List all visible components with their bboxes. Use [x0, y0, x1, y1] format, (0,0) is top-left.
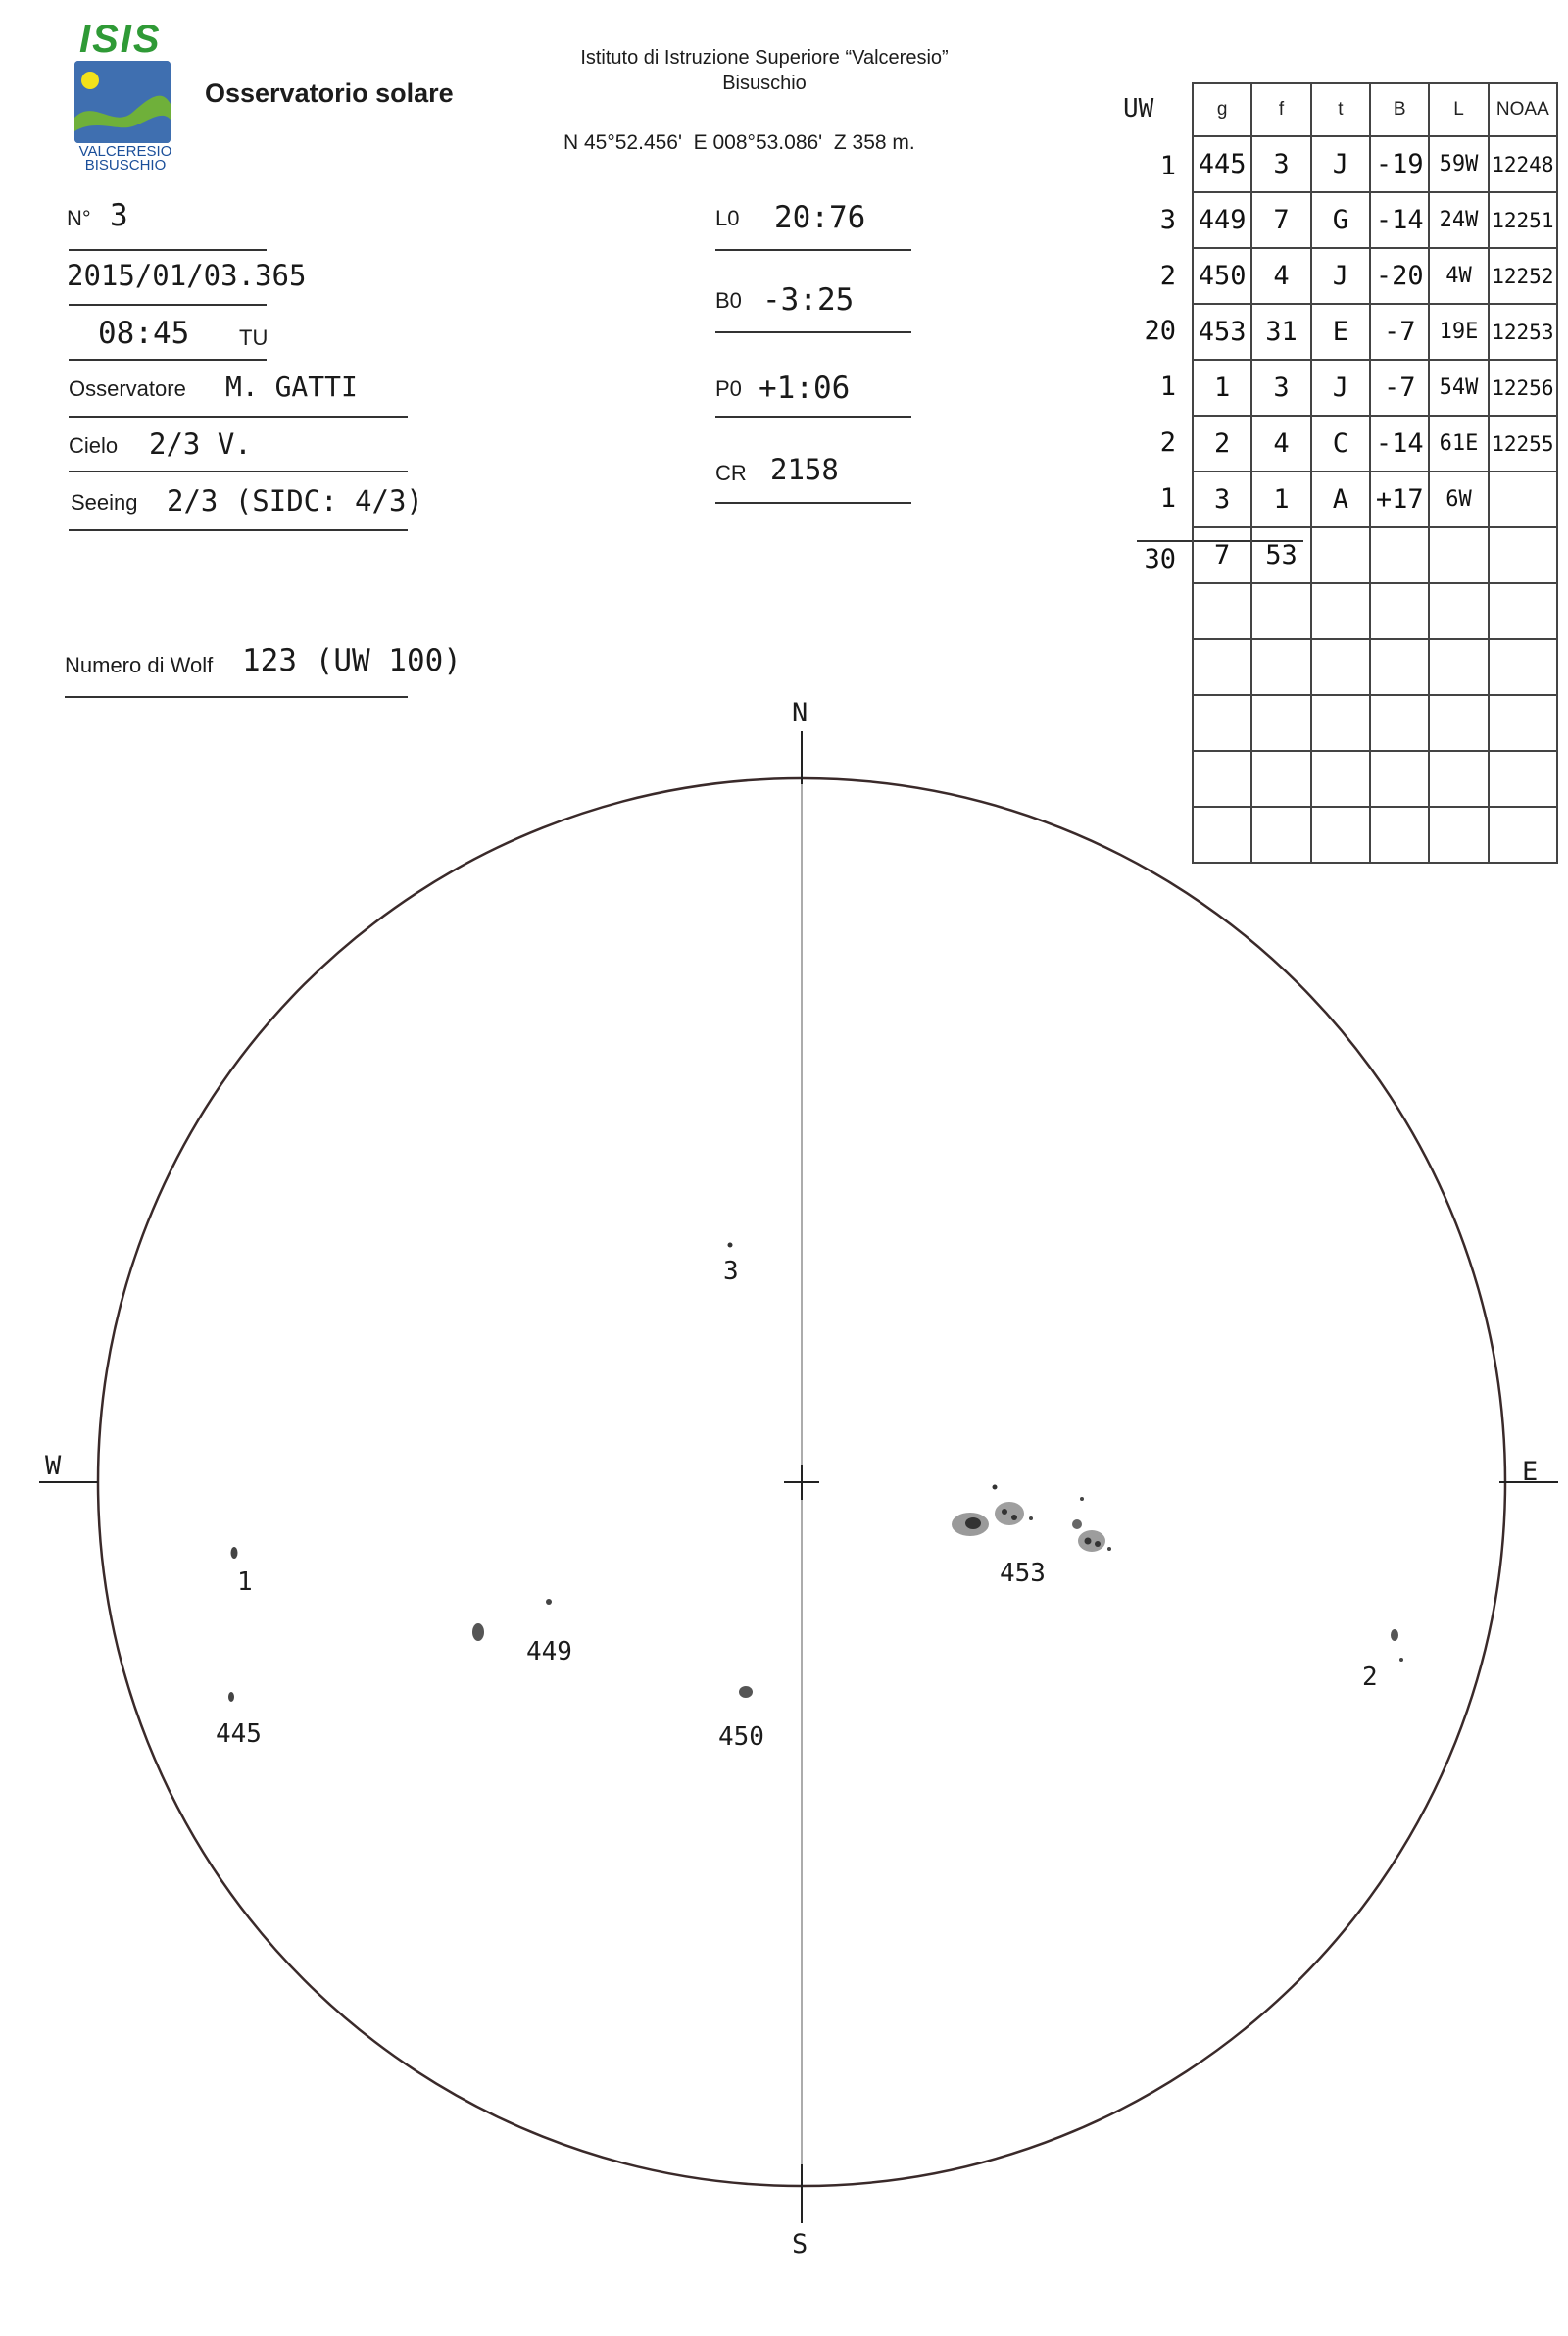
cell-g: 1 — [1193, 360, 1251, 416]
page-title: Osservatorio solare — [205, 78, 454, 108]
cell-noaa: 12256 — [1489, 360, 1557, 416]
sunspot — [1011, 1515, 1017, 1520]
sunspot — [1391, 1629, 1398, 1641]
cell-g: 3 — [1193, 472, 1251, 527]
cell-noaa: 12248 — [1489, 136, 1557, 192]
sunspot — [1072, 1519, 1082, 1529]
p0-label: P0 — [715, 376, 742, 401]
group-label: 3 — [723, 1257, 739, 1286]
observer-label: Osservatore — [69, 376, 186, 401]
logo-caption-1: VALCERESIO — [78, 143, 172, 160]
uw-value: 3 — [1159, 205, 1176, 235]
cell-l: 54W — [1429, 360, 1488, 416]
sky-value: 2/3 V. — [149, 427, 252, 461]
col-header-l: L — [1429, 83, 1488, 136]
cell-noaa: 12252 — [1489, 248, 1557, 304]
cell-l: 6W — [1429, 472, 1488, 527]
uw-value: 1 — [1159, 483, 1176, 514]
cell-f: 1 — [1251, 472, 1310, 527]
cell-t: A — [1311, 472, 1370, 527]
uw-value: 1 — [1159, 372, 1176, 402]
cr-value: 2158 — [770, 453, 839, 486]
cell-f: 3 — [1251, 136, 1310, 192]
cell-t: J — [1311, 248, 1370, 304]
l0-value: 20:76 — [774, 200, 866, 235]
sunspot — [231, 1547, 238, 1559]
cell-noaa: 12255 — [1489, 416, 1557, 472]
cell-g: 445 — [1193, 136, 1251, 192]
cell-g: 2 — [1193, 416, 1251, 472]
cell-g: 450 — [1193, 248, 1251, 304]
cell-t: E — [1311, 304, 1370, 360]
cell-t: J — [1311, 360, 1370, 416]
number-label: N° — [67, 206, 91, 230]
logo-caption-2: BISUSCHIO — [84, 157, 167, 174]
logo-text: ISIS — [79, 18, 162, 61]
total-f: 53 — [1251, 527, 1310, 583]
sunspot — [1107, 1547, 1111, 1551]
col-header-b: B — [1370, 83, 1429, 136]
north-label: N — [792, 698, 808, 728]
cr-label: CR — [715, 461, 747, 485]
wolf-value: 123 (UW 100) — [242, 643, 462, 678]
observatory-coordinates: N 45°52.456' E 008°53.086' Z 358 m. — [564, 131, 915, 154]
cell-f: 4 — [1251, 416, 1310, 472]
group-label: 449 — [526, 1637, 572, 1666]
p0-value: +1:06 — [759, 371, 851, 406]
south-label: S — [792, 2229, 808, 2260]
b0-value: -3:25 — [762, 282, 855, 318]
wolf-label: Numero di Wolf — [65, 653, 214, 677]
sunspot — [1029, 1516, 1033, 1520]
uw-total: 30 — [1144, 544, 1176, 574]
number-value: 3 — [110, 198, 128, 233]
col-header-g: g — [1193, 83, 1251, 136]
sunspot — [739, 1686, 753, 1698]
cell-f: 4 — [1251, 248, 1310, 304]
group-label: 1 — [237, 1567, 253, 1597]
sunspot — [472, 1623, 484, 1641]
b0-label: B0 — [715, 288, 742, 313]
sunspot — [993, 1485, 998, 1490]
uw-header: UW — [1123, 94, 1154, 124]
total-g: 7 — [1193, 527, 1251, 583]
l0-label: L0 — [715, 206, 740, 230]
sunspot — [728, 1243, 733, 1248]
time-value: 08:45 — [98, 316, 190, 351]
cell-noaa: 12251 — [1489, 192, 1557, 248]
observer-value: M. GATTI — [225, 371, 358, 403]
col-header-f: f — [1251, 83, 1310, 136]
sunspot — [965, 1517, 981, 1529]
cell-b: -14 — [1370, 192, 1429, 248]
uw-value: 1 — [1159, 151, 1176, 181]
cell-b: +17 — [1370, 472, 1429, 527]
sunspot — [995, 1502, 1024, 1525]
cell-f: 7 — [1251, 192, 1310, 248]
cell-l: 59W — [1429, 136, 1488, 192]
sunspot — [1002, 1509, 1007, 1515]
cell-b: -20 — [1370, 248, 1429, 304]
cell-g: 453 — [1193, 304, 1251, 360]
institute-line-2: Bisuschio — [722, 73, 807, 94]
cell-b: -14 — [1370, 416, 1429, 472]
col-header-t: t — [1311, 83, 1370, 136]
cell-t: G — [1311, 192, 1370, 248]
group-label: 445 — [216, 1719, 262, 1749]
seeing-value: 2/3 (SIDC: 4/3) — [167, 484, 423, 518]
sunspot — [1078, 1530, 1105, 1552]
west-label: W — [45, 1451, 62, 1481]
institute-line-1: Istituto di Istruzione Superiore “Valceresio” — [580, 47, 949, 69]
time-suffix: TU — [239, 325, 269, 350]
cell-g: 449 — [1193, 192, 1251, 248]
cell-t: C — [1311, 416, 1370, 472]
east-label: E — [1522, 1457, 1539, 1487]
sunspot — [1095, 1541, 1101, 1547]
seeing-label: Seeing — [71, 490, 138, 515]
sunspot — [228, 1692, 234, 1702]
cell-f: 31 — [1251, 304, 1310, 360]
cell-t: J — [1311, 136, 1370, 192]
date-value: 2015/01/03.365 — [67, 259, 307, 292]
group-label: 2 — [1362, 1663, 1378, 1692]
group-label: 453 — [1000, 1559, 1046, 1588]
sunspot — [546, 1599, 552, 1605]
sunspot — [1085, 1538, 1092, 1545]
cell-b: -7 — [1370, 304, 1429, 360]
cell-l: 61E — [1429, 416, 1488, 472]
cell-noaa: 12253 — [1489, 304, 1557, 360]
sunspot — [1399, 1658, 1403, 1662]
cell-l: 24W — [1429, 192, 1488, 248]
col-header-noaa: NOAA — [1489, 83, 1557, 136]
cell-b: -19 — [1370, 136, 1429, 192]
group-label: 450 — [718, 1722, 764, 1752]
cell-b: -7 — [1370, 360, 1429, 416]
uw-value: 2 — [1159, 261, 1176, 291]
uw-value: 20 — [1144, 316, 1176, 346]
cell-l: 19E — [1429, 304, 1488, 360]
cell-l: 4W — [1429, 248, 1488, 304]
cell-f: 3 — [1251, 360, 1310, 416]
sky-label: Cielo — [69, 433, 119, 458]
sunspot — [1080, 1497, 1084, 1501]
uw-value: 2 — [1159, 427, 1176, 458]
